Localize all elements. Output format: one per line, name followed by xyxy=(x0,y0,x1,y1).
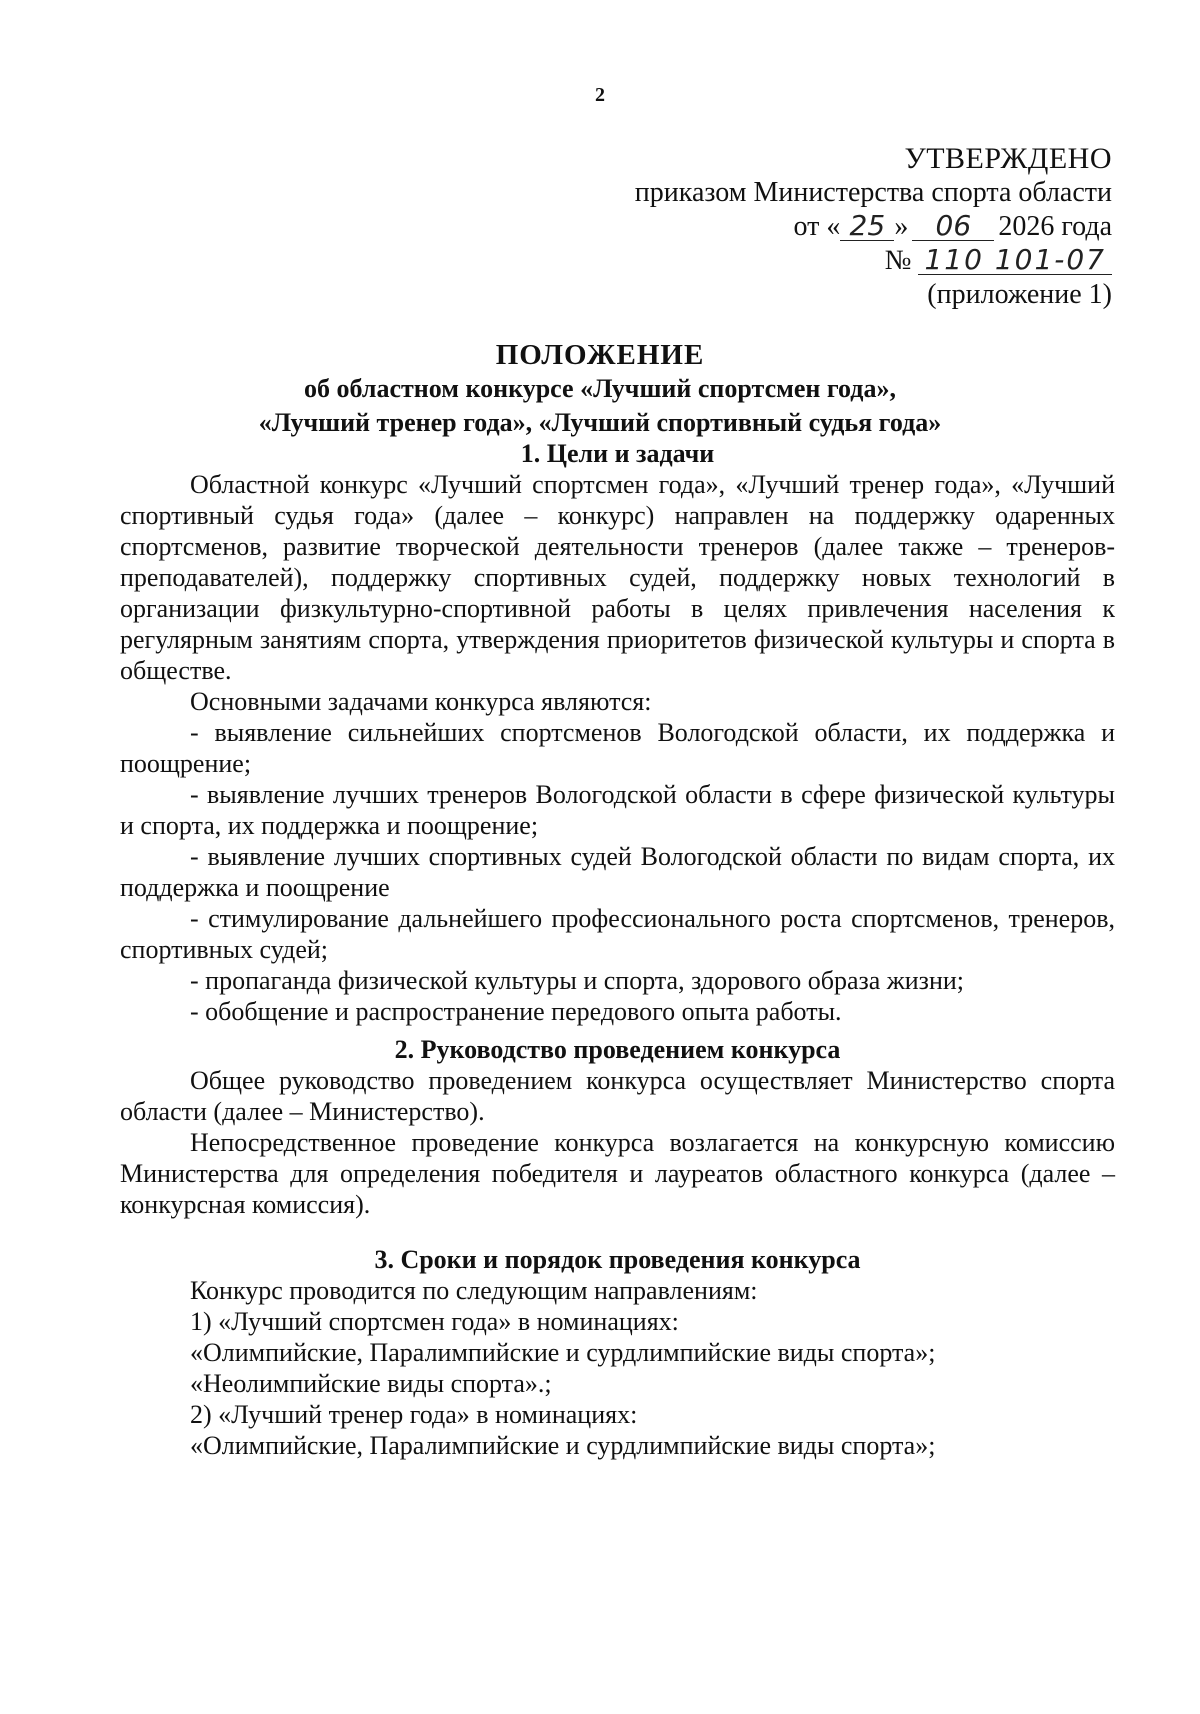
document-subtitle-line-2: «Лучший тренер года», «Лучший спортивный судья года» xyxy=(258,408,942,437)
document-title-block xyxy=(0,338,1200,440)
task-item: - выявление лучших спортивных судей Вологодской области по видам спорта, их поддержка и поощрение xyxy=(120,842,1115,902)
approval-stamp-block xyxy=(635,142,1112,312)
section-2-heading: 2. Руководство проведением конкурса xyxy=(394,1035,841,1064)
handwritten-day: 25 xyxy=(840,212,894,241)
section-1-heading: 1. Цели и задачи xyxy=(520,439,715,468)
section-1 xyxy=(120,438,1115,1027)
document-title: ПОЛОЖЕНИЕ xyxy=(495,339,705,371)
section-3-heading: 3. Сроки и порядок проведения конкурса xyxy=(374,1245,861,1274)
section-3-line: Конкурс проводится по следующим направлениям: xyxy=(190,1276,758,1305)
section-3 xyxy=(120,1244,1115,1461)
task-item: - стимулирование дальнейшего профессионального роста спортсменов, тренеров, спортивных судей; xyxy=(120,904,1115,964)
date-mid: » xyxy=(894,211,909,242)
approval-order-line: приказом Министерства спорта области xyxy=(634,177,1112,208)
section-3-line: 1) «Лучший спортсмен года» в номинациях: xyxy=(190,1307,679,1336)
task-item: - обобщение и распространение передового опыта работы. xyxy=(190,997,842,1026)
handwritten-month: 06 xyxy=(912,212,994,241)
section-3-line: 2) «Лучший тренер года» в номинациях: xyxy=(190,1400,638,1429)
section-3-line: «Олимпийские, Паралимпийские и сурдлимпийские виды спорта»; xyxy=(190,1338,936,1367)
document-subtitle-line-1: об областном конкурсе «Лучший спортсмен года», xyxy=(304,374,896,403)
approval-number-line xyxy=(635,244,1112,278)
handwritten-registration-number: 110 101-07 xyxy=(918,246,1112,275)
approval-date-line xyxy=(635,210,1112,244)
number-prefix: № xyxy=(884,245,912,276)
section-2 xyxy=(120,1034,1115,1220)
section-3-line: «Олимпийские, Паралимпийские и сурдлимпийские виды спорта»; xyxy=(190,1431,936,1460)
task-item: - выявление сильнейших спортсменов Вологодской области, их поддержка и поощрение; xyxy=(120,718,1115,778)
task-item: - пропаганда физической культуры и спорта, здорового образа жизни; xyxy=(190,966,965,995)
section-3-line: «Неолимпийские виды спорта».; xyxy=(190,1369,552,1398)
approval-heading: УТВЕРЖДЕНО xyxy=(904,142,1112,175)
section-1-tasks-intro: Основными задачами конкурса являются: xyxy=(190,687,652,716)
approval-annex: (приложение 1) xyxy=(927,279,1112,310)
section-2-paragraph-1: Общее руководство проведением конкурса осуществляет Министерство спорта области (далее – Министерство). xyxy=(120,1066,1115,1126)
task-item: - выявление лучших тренеров Вологодской области в сфере физической культуры и спорта, их поддержка и поощрение; xyxy=(120,780,1115,840)
section-2-paragraph-2: Непосредственное проведение конкурса возлагается на конкурсную комиссию Министерства для определения победителя и лауреатов областного конкурса (далее – конкурсная комиссия). xyxy=(120,1128,1115,1219)
date-suffix: 2026 года xyxy=(998,211,1112,242)
section-1-intro-paragraph: Областной конкурс «Лучший спортсмен года», «Лучший тренер года», «Лучший спортивный судья года» (далее – конкурс) направлен на поддержку одаренных спортсменов, развитие творческой деятельности тренеров (далее также – тренеров-преподавателей), поддержку спортивных судей, поддержку новых технологий в организации физкультурно-спортивной работы в целях привлечения населения к регулярным занятиям спорта, утверждения приоритетов физической культуры и спорта в обществе. xyxy=(120,470,1115,685)
date-prefix: от « xyxy=(793,211,841,242)
page-number: 2 xyxy=(595,84,605,106)
